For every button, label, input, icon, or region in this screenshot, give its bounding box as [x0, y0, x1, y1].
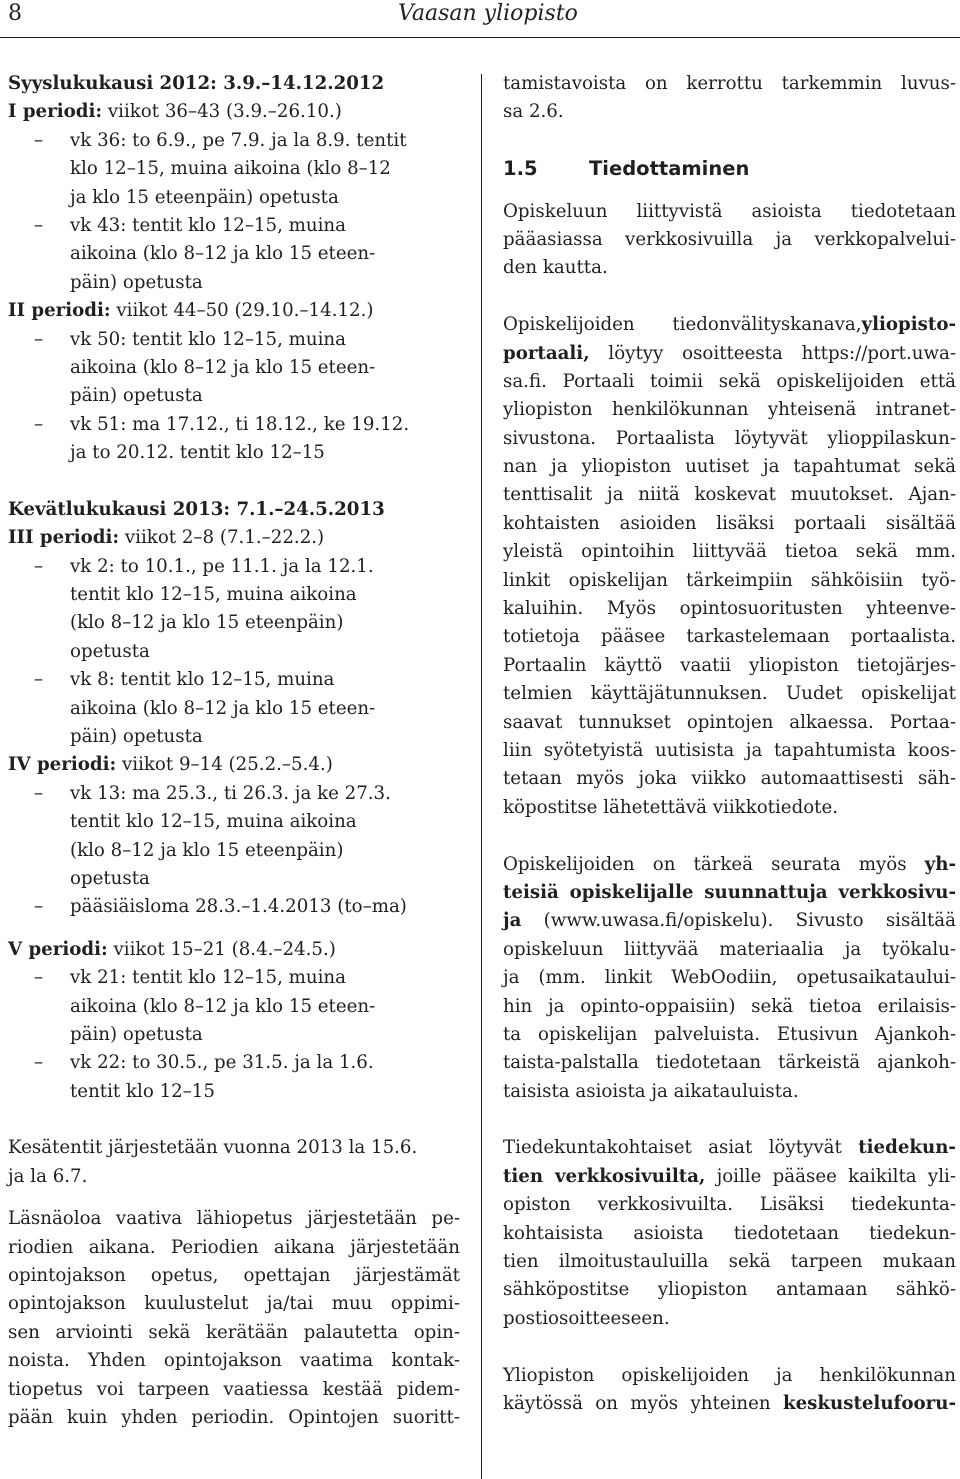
period-2-heading: II periodi: viikot 44–50 (29.10.–14.12.) [8, 300, 374, 322]
attendance-paragraph-line: noista. Yhden opintojakson vaatima kontak- [8, 1350, 460, 1372]
summer-exams-line: Kesätentit järjestetään vuonna 2013 la 15.6. [8, 1137, 418, 1159]
paragraph-line: taisista asioista ja aikatauluista. [503, 1080, 799, 1102]
list-item: – vk 36: to 6.9., pe 7.9. ja la 8.9. tentit [8, 127, 460, 155]
paragraph-line: taista-palstalla tiedotetaan tärkeistä ajankoh- [503, 1052, 956, 1074]
paragraph-line: pääasiassa verkkosivuilla ja verkkopalvelui- [503, 228, 956, 250]
list-item-cont: aikoina (klo 8–12 ja klo 15 eteen- [70, 995, 376, 1017]
paragraph-line: kohtaisten asioiden lisäksi portaali sisältää [503, 512, 956, 534]
list-item: – vk 50: tentit klo 12–15, muina [8, 326, 460, 354]
list-item-cont: opetusta [70, 867, 150, 889]
right-column [503, 70, 956, 1418]
attendance-paragraph-line: opintojakson opetus, opettajan järjestämät [8, 1265, 460, 1287]
paragraph-line: tien verkkosivuilta, joille pääsee kaikilta yli- [503, 1165, 956, 1187]
list-item-cont: tentit klo 12–15, muina aikoina [70, 811, 357, 833]
list-item-cont: päin) opetusta [70, 271, 203, 293]
list-item: – pääsiäisloma 28.3.–1.4.2013 (to–ma) [8, 893, 460, 921]
paragraph-line: teisiä opiskelijalle suunnattuja verkkosivu- [503, 881, 956, 903]
paragraph-line: telmien käyttäjätunnuksen. Uudet opiskelijat [503, 683, 956, 705]
paragraph-line: Opiskelijoiden tiedonvälityskanava,yliopisto- [503, 314, 956, 336]
list-item-cont: (klo 8–12 ja klo 15 eteenpäin) [70, 839, 344, 861]
paragraph-line: ja (mm. linkit WebOodiin, opetusaikataului- [503, 967, 956, 989]
paragraph-line: saavat tunnukset opintojen alkaessa. Portaa- [503, 711, 956, 733]
list-item-cont: aikoina (klo 8–12 ja klo 15 eteen- [70, 697, 376, 719]
paragraph-line: sa.fi. Portaali toimii sekä opiskelijoiden että [503, 370, 956, 392]
list-item-cont: päin) opetusta [70, 1023, 203, 1045]
attendance-paragraph-line: tiopetus voi tarpeen vaatiessa kestää pidem- [8, 1378, 460, 1400]
paragraph-line: postiosoitteeseen. [503, 1307, 670, 1329]
section-title: Tiedottaminen [589, 157, 750, 181]
paragraph-line: linkit opiskelijan tärkeimpiin sähköisiin työ- [503, 569, 956, 591]
period-4-heading: IV periodi: viikot 9–14 (25.2.–5.4.) [8, 754, 333, 776]
paragraph-line: Tiedekuntakohtaiset asiat löytyvät tiedekun- [503, 1137, 956, 1159]
list-item-cont: ja to 20.12. tentit klo 12–15 [70, 442, 325, 464]
list-item: – vk 51: ma 17.12., ti 18.12., ke 19.12. [8, 411, 460, 439]
paragraph-line: Opiskelijoiden on tärkeä seurata myös yh- [503, 853, 956, 875]
list-item-cont: opetusta [70, 640, 150, 662]
paragraph-line: sivustona. Portaalista löytyvät ylioppilaskun- [503, 427, 956, 449]
section-heading [503, 155, 956, 183]
paragraph-line: köpostitse lähetettävä viikkotiedote. [503, 796, 839, 818]
paragraph-line: nan ja yliopiston uutiset ja tapahtumat sekä [503, 456, 956, 478]
list-item-cont: päin) opetusta [70, 725, 203, 747]
list-item-cont: aikoina (klo 8–12 ja klo 15 eteen- [70, 243, 376, 265]
paragraph-line: tenttisalit ja niitä koskevat muutokset. Ajan- [503, 484, 956, 506]
paragraph-line: opiston verkkosivuilta. Lisäksi tiedekunta- [503, 1194, 956, 1216]
list-item-cont: (klo 8–12 ja klo 15 eteenpäin) [70, 612, 344, 634]
paragraph-line: ja (www.uwasa.fi/opiskelu). Sivusto sisältää [503, 910, 956, 932]
period-5-heading: V periodi: viikot 15–21 (8.4.–24.5.) [8, 938, 336, 960]
attendance-paragraph-line: sen arviointi sekä kerätään palautetta opin- [8, 1321, 460, 1343]
list-item: – vk 8: tentit klo 12–15, muina [8, 666, 460, 694]
list-item-cont: tentit klo 12–15, muina aikoina [70, 584, 357, 606]
list-item-cont: klo 12–15, muina aikoina (klo 8–12 [70, 158, 391, 180]
paragraph-line: portaali, löytyy osoitteesta https://port.uwa- [503, 342, 956, 364]
list-item: – vk 2: to 10.1., pe 11.1. ja la 12.1. [8, 553, 460, 581]
summer-exams-line: ja la 6.7. [8, 1165, 88, 1187]
paragraph-line: Portaalin käyttö vaatii yliopiston tietojärjes- [503, 654, 956, 676]
paragraph-line: den kautta. [503, 257, 608, 279]
attendance-paragraph-line: pään kuin yhden periodin. Opintojen suoritt- [8, 1406, 460, 1428]
paragraph-line: tien ilmoitustauluilla sekä tarpeen mukaan [503, 1251, 956, 1273]
continued-paragraph-line: sa 2.6. [503, 101, 564, 123]
section-number: 1.5 [503, 157, 538, 181]
autumn-semester-title: Syyslukukausi 2012: 3.9.–14.12.2012 [8, 73, 385, 94]
paragraph-line: Yliopiston opiskelijoiden ja henkilökunnan [503, 1364, 956, 1386]
paragraph-line: Opiskeluun liittyvistä asioista tiedotetaan [503, 200, 956, 222]
page-number: 8 [8, 1, 22, 26]
paragraph-line: ta opiskelijan palveluista. Etusivun Ajankoh- [503, 1023, 956, 1045]
running-title: Vaasan yliopisto [398, 1, 578, 26]
spring-semester-title: Kevätlukukausi 2013: 7.1.–24.5.2013 [8, 498, 385, 520]
paragraph-line: hin ja opinto-oppaisiin) sekä tietoa erilaisis- [503, 995, 956, 1017]
list-item-cont: aikoina (klo 8–12 ja klo 15 eteen- [70, 356, 376, 378]
paragraph-line: tetaan myös joka viikko automaattisesti säh- [503, 768, 956, 790]
paragraph-line: opiskeluun liittyvää materiaalia ja työkalu- [503, 938, 956, 960]
attendance-paragraph-line: opintojakson kuulustelut ja/tai muu oppimi- [8, 1293, 460, 1315]
paragraph-line: kohtaisista asioista tiedotetaan tiedekun- [503, 1222, 956, 1244]
column-divider [481, 74, 482, 1479]
list-item: – vk 22: to 30.5., pe 31.5. ja la 1.6. [8, 1049, 460, 1077]
left-column [8, 70, 460, 1432]
paragraph-line: liin syötetyistä uutisista ja tapahtumista koos- [503, 739, 956, 761]
period-1-heading: I periodi: viikot 36–43 (3.9.–26.10.) [8, 101, 342, 123]
list-item: – vk 43: tentit klo 12–15, muina [8, 212, 460, 240]
page-header [0, 0, 960, 40]
continued-paragraph-line: tamistavoista on kerrottu tarkemmin luvus- [503, 73, 956, 94]
paragraph-line: kaluihin. Myös opintosuoritusten yhteenve- [503, 598, 956, 620]
list-item-cont: tentit klo 12–15 [70, 1080, 215, 1102]
paragraph-line: käytössä on myös yhteinen keskustelufooru- [503, 1392, 956, 1414]
header-rule [0, 37, 960, 38]
paragraph-line: totietoja pääsee tarkastelemaan portaalista. [503, 626, 956, 648]
attendance-paragraph-line: riodien aikana. Periodien aikana järjestetään [8, 1236, 460, 1258]
list-item: – vk 21: tentit klo 12–15, muina [8, 964, 460, 992]
paragraph-line: sähköpostitse yliopiston antamaan sähkö- [503, 1279, 956, 1301]
attendance-paragraph-line: Läsnäoloa vaativa lähiopetus järjestetään pe- [8, 1208, 460, 1230]
paragraph-line: yleistä opintoihin liittyvää tietoa sekä mm. [503, 541, 956, 563]
list-item-cont: päin) opetusta [70, 385, 203, 407]
period-3-heading: III periodi: viikot 2–8 (7.1.–22.2.) [8, 527, 325, 549]
list-item-cont: ja klo 15 eteenpäin) opetusta [70, 186, 339, 208]
paragraph-line: yliopiston henkilökunnan yhteisenä intranet- [503, 399, 956, 421]
list-item: – vk 13: ma 25.3., ti 26.3. ja ke 27.3. [8, 780, 460, 808]
